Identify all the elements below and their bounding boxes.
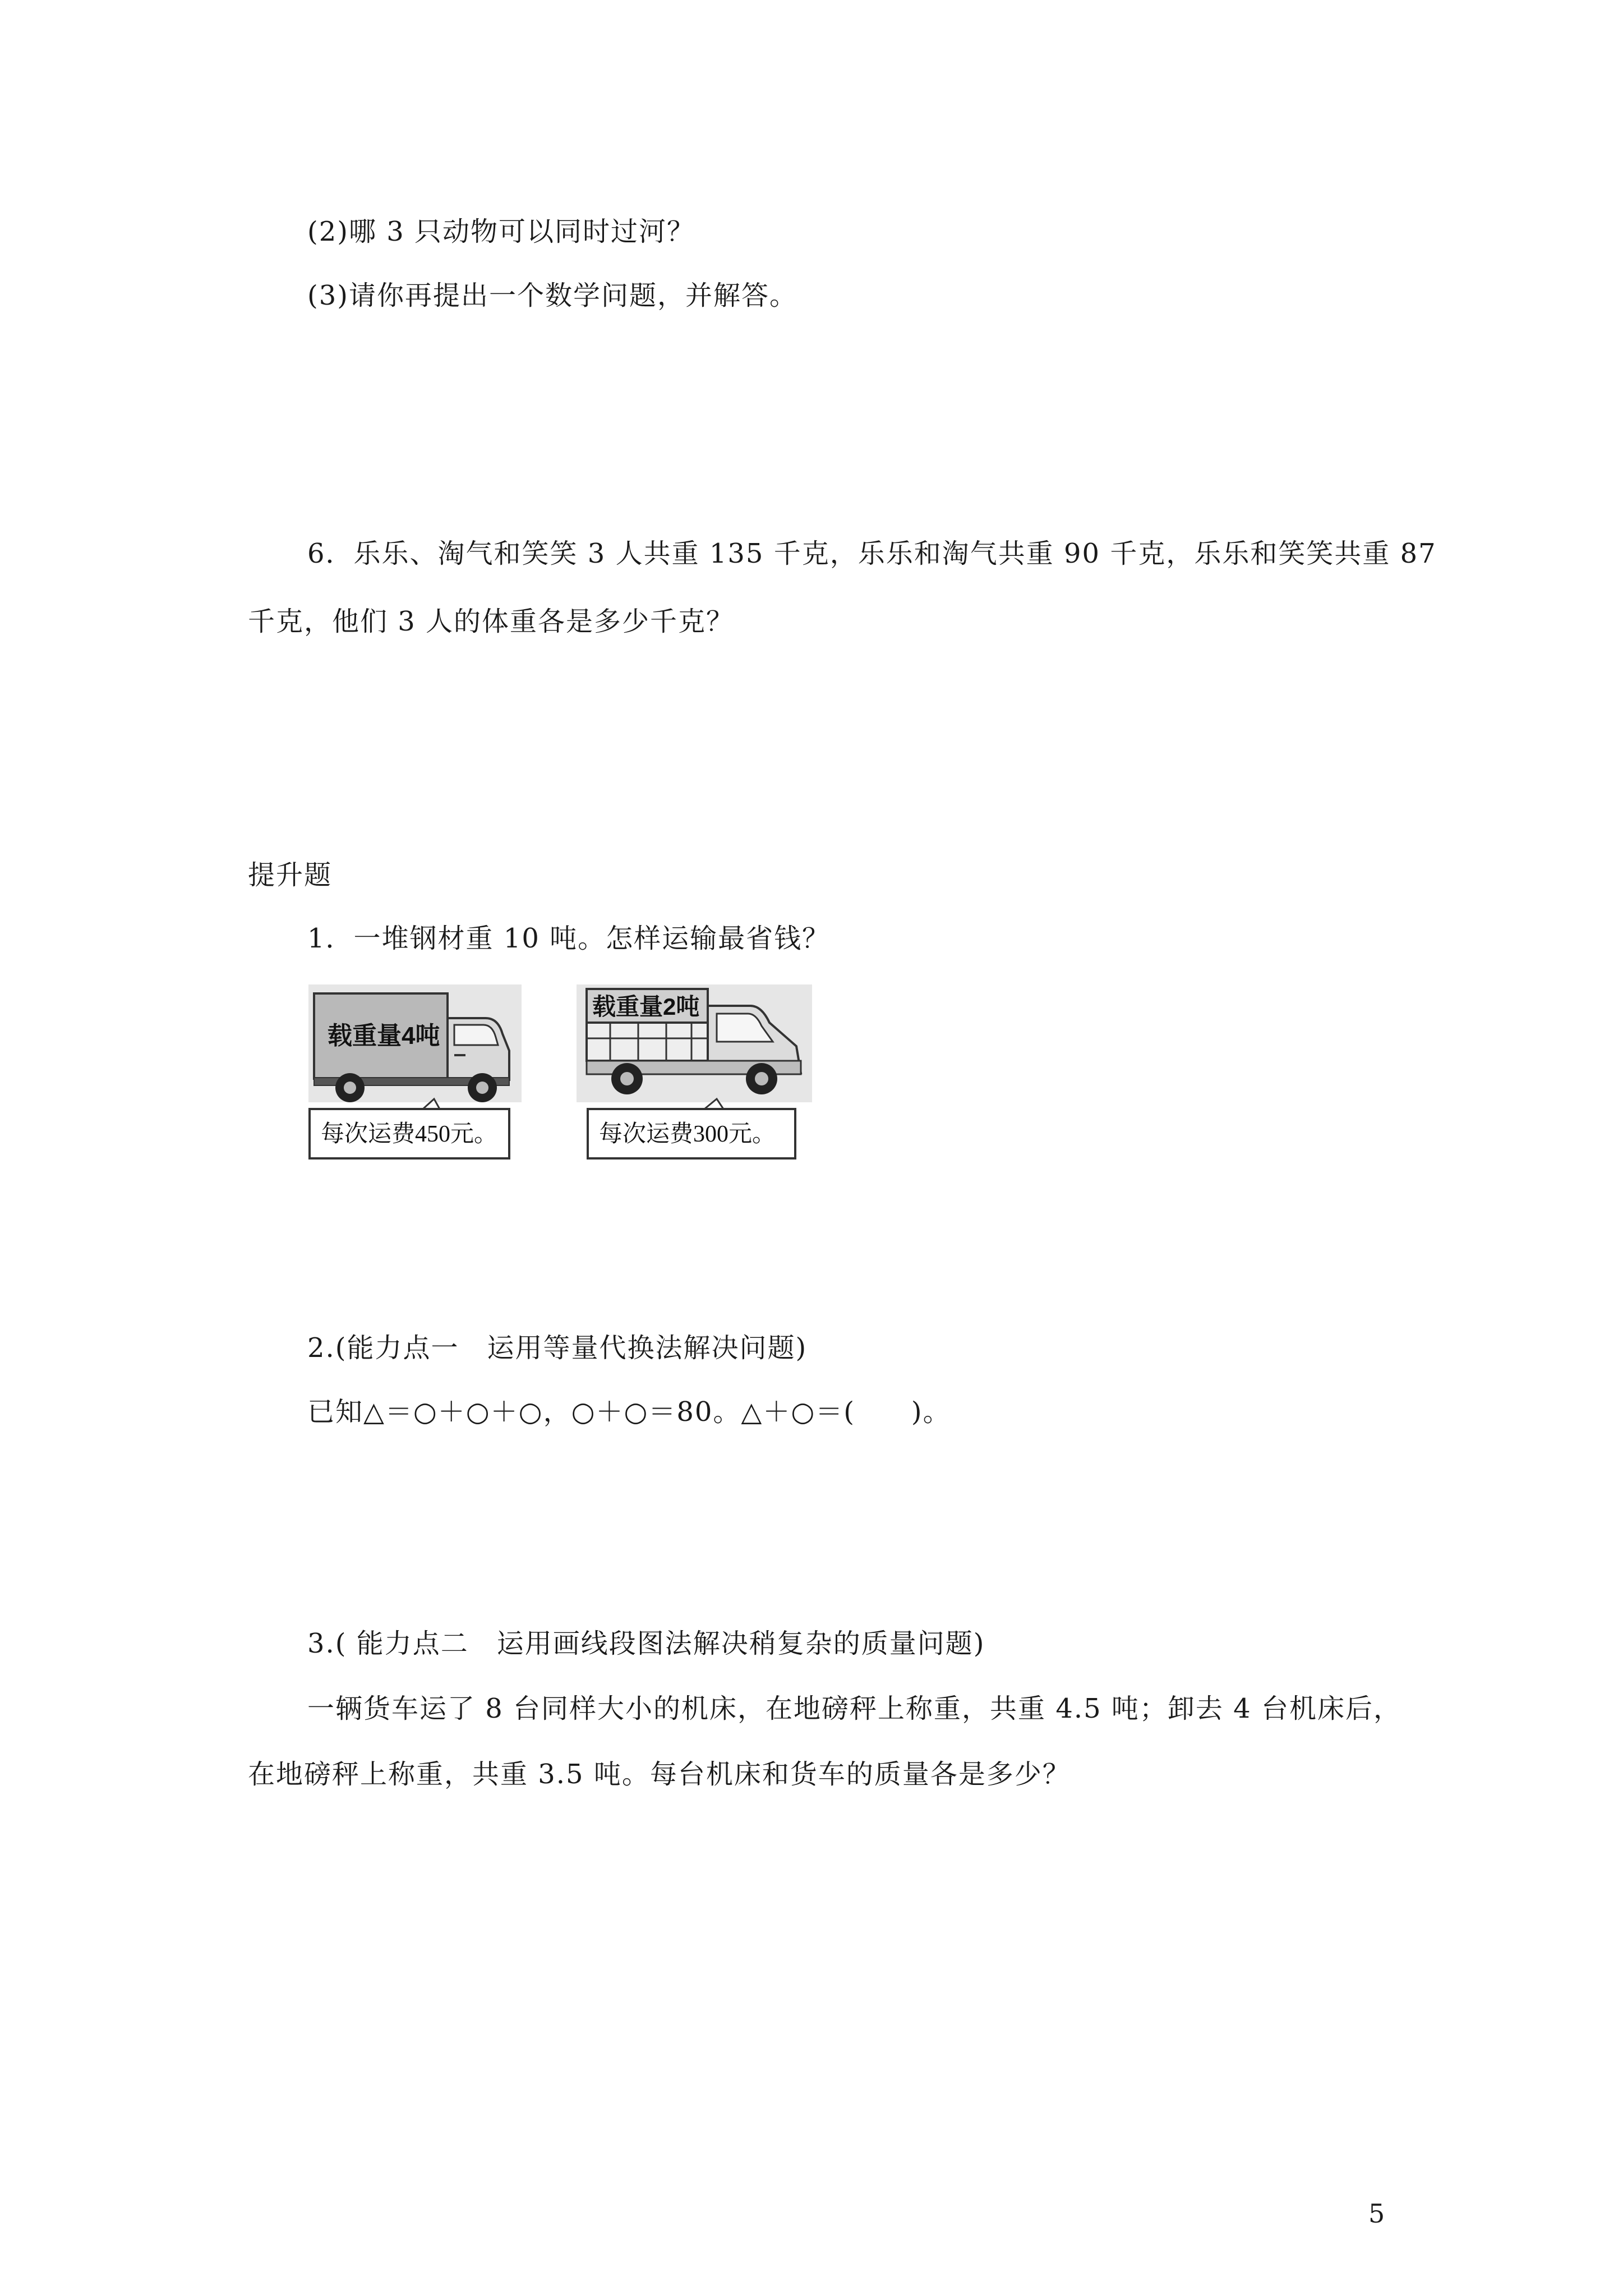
box-truck-price-text: 每次运费450元。 <box>321 1121 498 1147</box>
improve-question-2-body: 已知△＝○＋○＋○，○＋○＝80。△＋○＝( )。 <box>307 1396 951 1428</box>
box-truck <box>308 984 522 1158</box>
question-6-line-1: 6．乐乐、淘气和笑笑 3 人共重 135 千克，乐乐和淘气共重 90 千克，乐乐和笑笑共重 87 <box>307 538 1437 569</box>
page-number: 5 <box>1368 2198 1385 2229</box>
small-truck <box>577 984 812 1158</box>
improve-question-3-heading: 3.( 能力点二 运用画线段图法解决稍复杂的质量问题) <box>307 1628 985 1659</box>
question-5-part-3: (3)请你再提出一个数学问题，并解答。 <box>307 280 797 311</box>
improve-question-1: 1．一堆钢材重 10 吨。怎样运输最省钱？ <box>307 923 831 954</box>
section-title: 提升题 <box>248 859 333 891</box>
small-truck-price-text: 每次运费300元。 <box>599 1121 776 1147</box>
box-truck-load-label: 载重量4吨 <box>328 1022 440 1050</box>
improve-question-3-line-1: 一辆货车运了 8 台同样大小的机床，在地磅秤上称重，共重 4.5 吨；卸去 4 台机床后， <box>307 1693 1401 1724</box>
trucks-illustration <box>307 983 812 1168</box>
improve-question-3-line-2: 在地磅秤上称重，共重 3.5 吨。每台机床和货车的质量各是多少？ <box>248 1759 1071 1790</box>
improve-question-2-heading: 2.(能力点一 运用等量代换法解决问题) <box>307 1332 808 1364</box>
question-6-line-2: 千克，他们 3 人的体重各是多少千克？ <box>248 606 735 637</box>
small-truck-load-label: 载重量2吨 <box>592 993 700 1020</box>
question-5-part-2: (2)哪 3 只动物可以同时过河？ <box>307 216 695 247</box>
